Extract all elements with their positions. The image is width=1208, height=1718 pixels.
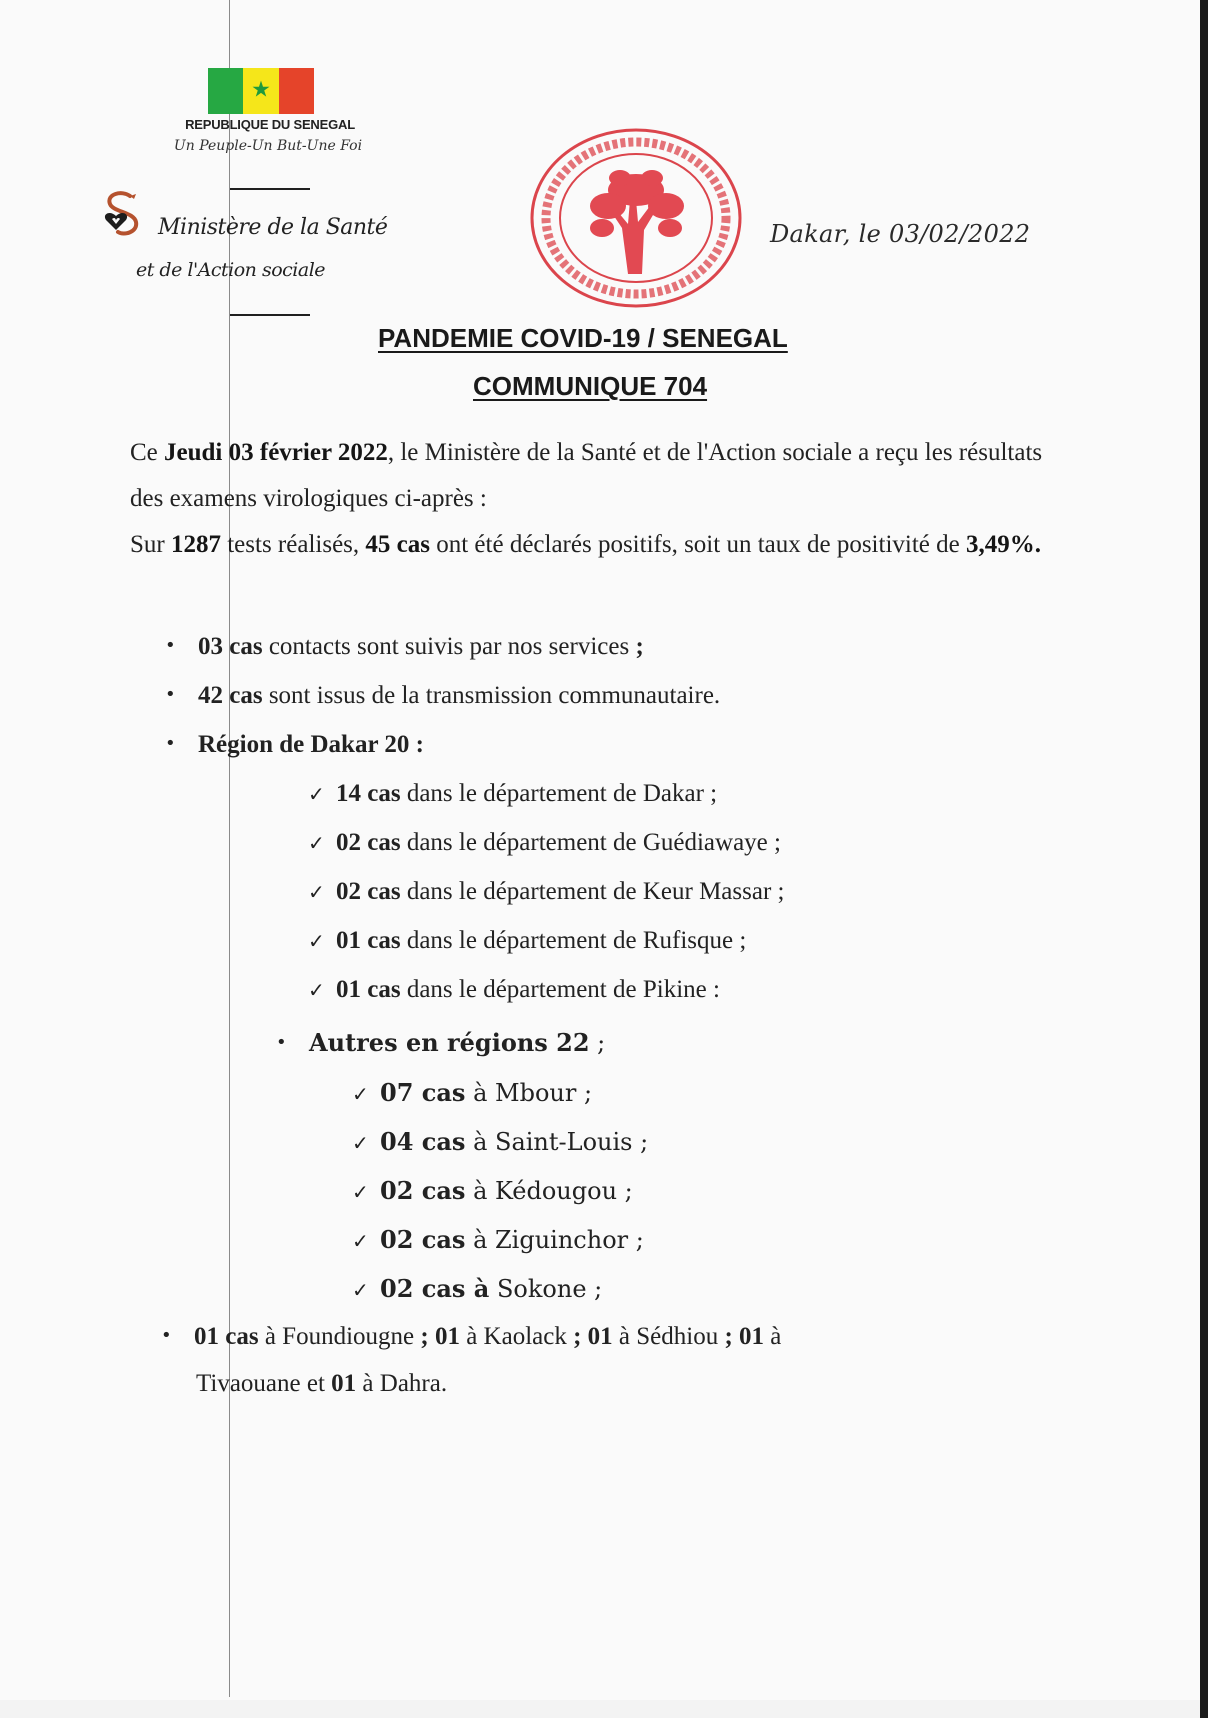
star-icon: ★ xyxy=(251,77,271,103)
list-item-contacts xyxy=(165,630,644,663)
checkmark-icon: ✓ xyxy=(308,929,325,953)
senegal-flag xyxy=(208,68,314,114)
text: à Saint-Louis ; xyxy=(465,1128,649,1156)
text: à Foundiougne xyxy=(258,1323,421,1350)
positivity-rate: 3,49%. xyxy=(965,531,1041,558)
list-item-dakar-region xyxy=(165,728,424,761)
text: à Mbour ; xyxy=(465,1079,593,1107)
checkmark-icon: ✓ xyxy=(352,1229,369,1253)
text: contacts sont suivis par nos services xyxy=(262,633,636,660)
checkmark-icon: ✓ xyxy=(308,978,325,1002)
checkmark-icon: ✓ xyxy=(352,1278,369,1302)
count: ; 01 xyxy=(573,1323,613,1350)
positive-count: 45 cas xyxy=(365,531,430,558)
text: à Ziguinchor ; xyxy=(465,1226,644,1254)
text: dans le département de Pikine : xyxy=(400,976,720,1003)
count: 02 cas à xyxy=(380,1274,490,1303)
count: 01 cas xyxy=(336,976,401,1003)
checkmark-icon: ✓ xyxy=(308,880,325,904)
report-date: Jeudi 03 février 2022 xyxy=(164,439,388,466)
text: à Dahra. xyxy=(356,1370,448,1397)
list-subitem xyxy=(308,974,720,1006)
bullet-icon: • xyxy=(165,635,176,656)
checkmark-icon: ✓ xyxy=(352,1082,369,1106)
bullet-icon: • xyxy=(161,1325,172,1346)
document-date: Dakar, le 03/02/2022 xyxy=(770,220,1031,248)
bullet-icon: • xyxy=(165,733,176,754)
list-item-other-regions xyxy=(276,1027,605,1059)
list-subitem xyxy=(308,876,784,908)
ministry-stamp xyxy=(516,124,756,312)
text: ; xyxy=(635,633,644,660)
divider xyxy=(230,314,310,316)
count: 14 cas xyxy=(336,780,401,807)
text: à Sédhiou xyxy=(612,1323,725,1350)
text: dans le département de Guédiawaye ; xyxy=(400,829,781,856)
text: à Kaolack xyxy=(459,1323,574,1350)
count: 04 cas xyxy=(380,1127,466,1156)
count: 42 cas xyxy=(198,682,263,709)
flag-yellow-band xyxy=(243,68,278,114)
list-subitem xyxy=(352,1175,633,1208)
checkmark-icon: ✓ xyxy=(308,782,325,806)
count: ; 01 xyxy=(724,1323,765,1350)
flag-red-band xyxy=(279,68,314,114)
text: Sur xyxy=(130,531,171,558)
text: Ce xyxy=(130,439,165,466)
section-header: Région de Dakar 20 : xyxy=(198,731,424,758)
page-bottom-edge xyxy=(0,1700,1200,1718)
text: sont issus de la transmission communautaire. xyxy=(262,682,721,709)
count: 01 cas xyxy=(194,1323,259,1350)
list-item-single-cases xyxy=(161,1320,781,1353)
text: dans le département de Dakar ; xyxy=(400,780,718,807)
baobab-tree-icon xyxy=(590,170,684,274)
serpent-heart-logo xyxy=(100,190,148,240)
list-subitem xyxy=(352,1273,602,1306)
count: 02 cas xyxy=(336,878,401,905)
count: 02 cas xyxy=(380,1225,466,1254)
communique-number: COMMUNIQUE 704 xyxy=(473,371,708,401)
intro-paragraph xyxy=(130,430,1070,568)
ministry-name-line2: et de l'Action sociale xyxy=(136,259,326,281)
text: Sokone ; xyxy=(489,1275,603,1303)
country-name: REPUBLIQUE DU SENEGAL xyxy=(185,117,355,132)
flag-green-band xyxy=(208,68,243,114)
list-subitem xyxy=(308,827,781,859)
count: 01 xyxy=(331,1370,357,1397)
text: dans le département de Rufisque ; xyxy=(400,927,747,954)
text: tests réalisés, xyxy=(220,531,366,558)
document-title: PANDEMIE COVID-19 / SENEGAL xyxy=(378,323,788,353)
scan-fold-line xyxy=(229,0,230,1697)
screen-edge xyxy=(1200,0,1208,1718)
checkmark-icon: ✓ xyxy=(308,831,325,855)
list-subitem xyxy=(352,1126,648,1159)
divider xyxy=(230,188,310,190)
bullet-icon: • xyxy=(276,1032,287,1053)
text: , le Ministère de la Santé et de l'Action sociale a reçu les résultats des examens virologiques ci-après : xyxy=(130,439,1043,512)
bullet-icon: • xyxy=(165,684,176,705)
text: Tivaouane et xyxy=(196,1370,332,1397)
count: 02 cas xyxy=(336,829,401,856)
list-subitem xyxy=(352,1077,592,1110)
count: 07 cas xyxy=(380,1078,466,1107)
count: ; 01 xyxy=(420,1323,460,1350)
list-item-community xyxy=(165,679,720,712)
text: dans le département de Keur Massar ; xyxy=(400,878,785,905)
tests-count: 1287 xyxy=(170,531,221,558)
text: à xyxy=(764,1323,782,1350)
national-motto: Un Peuple-Un But-Une Foi xyxy=(173,138,363,154)
list-subitem xyxy=(308,778,717,810)
text: ; xyxy=(589,1029,606,1057)
ministry-name-line1: Ministère de la Santé xyxy=(158,215,388,240)
list-item-single-cases-cont xyxy=(196,1368,447,1400)
checkmark-icon: ✓ xyxy=(352,1131,369,1155)
list-subitem xyxy=(352,1224,644,1257)
count: 01 cas xyxy=(336,927,401,954)
section-header: Autres en régions 22 xyxy=(309,1028,590,1057)
list-subitem xyxy=(308,925,746,957)
text: à Kédougou ; xyxy=(465,1177,633,1205)
checkmark-icon: ✓ xyxy=(352,1180,369,1204)
count: 02 cas xyxy=(380,1176,466,1205)
count: 03 cas xyxy=(198,633,263,660)
text: ont été déclarés positifs, soit un taux de positivité de xyxy=(429,531,966,558)
